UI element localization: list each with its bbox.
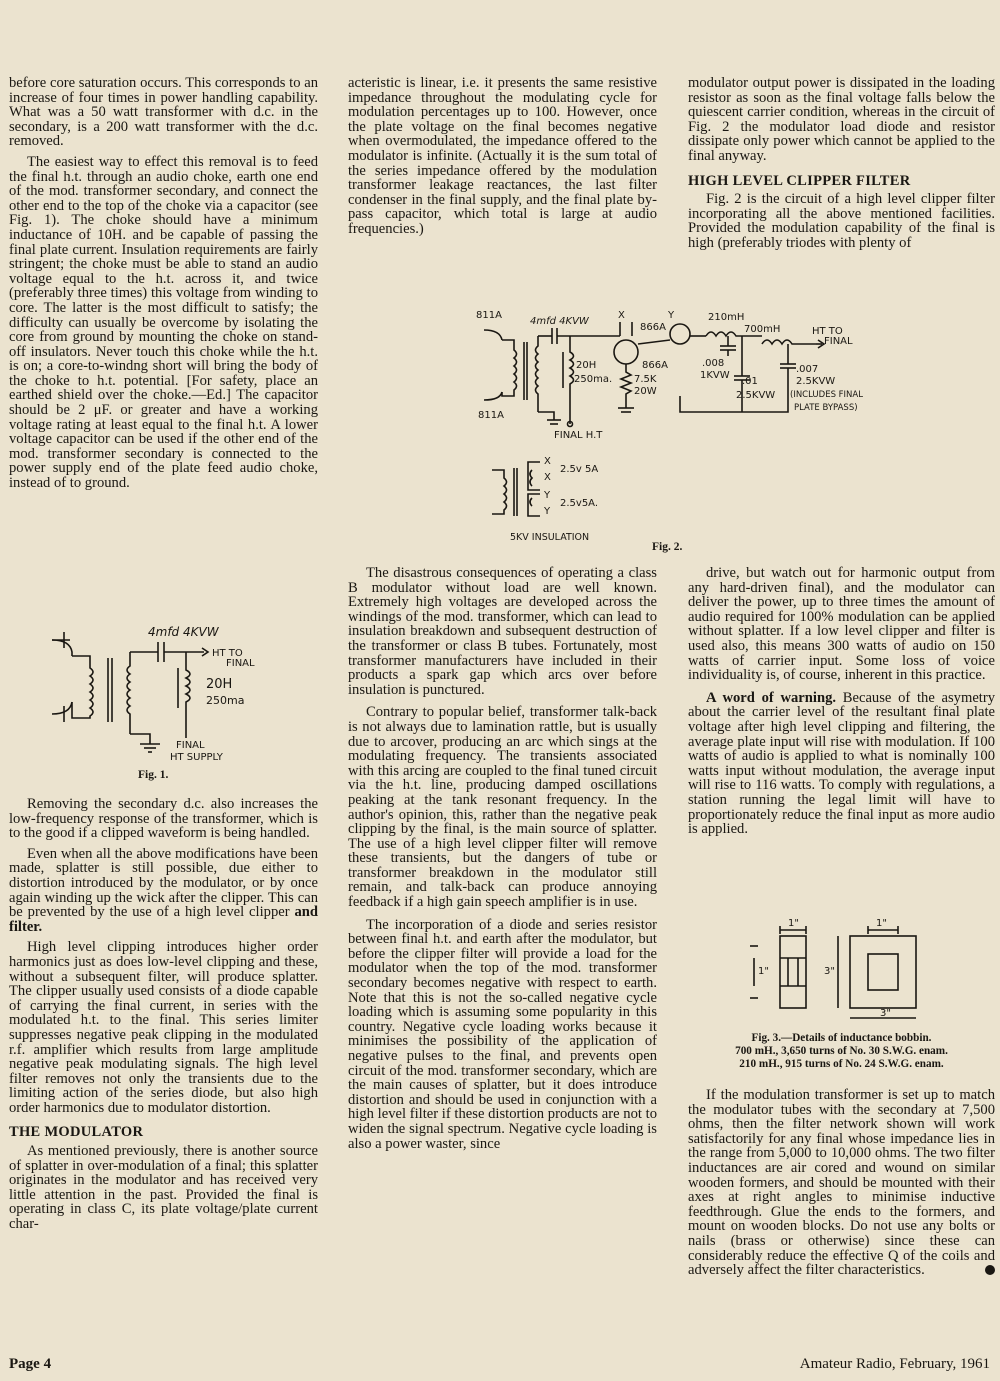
fig2-choke-current: 250ma. [574, 374, 613, 385]
page-number: Page 4 [9, 1356, 52, 1372]
fig2-diode-bottom: 866A [642, 360, 668, 371]
fig2-ht-label: HT TO [812, 326, 843, 337]
fig2-tube-bottom: 811A [478, 410, 504, 421]
paragraph: acteristic is linear, i.e. it presents the same resistive impedance throughout the modulating cycle for modulation percentages up to 100. However, once the plate voltage on the final becomes negative when overmodulated, the impedance offered to the modulator is infinite. (Actually it is the sum total of the series impedance offered by the modulation transformer leakage reactances, the last filter condenser in the final supply, and the final plate by-pass capacitor, which total is large at audio frequencies.) [348, 75, 657, 237]
fig2-c3-voltage: 2.5KVW [736, 390, 776, 401]
fig2-x-top: X [544, 456, 551, 467]
paragraph: The easiest way to effect this removal is to feed the final h.t. through an audio choke, earth one end of the mod. transformer secondary, and connect the other end to the top of the choke via a capacitor (see Fig. 1). The choke should have a minimum inductance of 10H. and be capable of passing the final plate current. Insulation requirements are fairly stringent; the choke must be able to stand an audio voltage equal to the h.t. across it, and twice (preferably three times) this voltage from winding to core. The latter is the most difficult to satisfy; the difficulty can usually be overcome by isolating the core from ground by mounting the choke on stand-off insulators. Never touch this choke while the h.t. is on; a core-to-windng short will bring the body of the choke to h.t. potential. [For safety, place an earthed shield over the choke.—Ed.] The capacitor should be 2 μF. or greater and have a working voltage rating at least equal to the final h.t. A lower voltage capacitor can be used if the other end of the mod. transformer secondary is connected to the power supply end of the plate feed audio choke, instead of to ground. [9, 153, 318, 492]
paragraph: drive, but watch out for harmonic output from any hard-driven final), and the modulator can deliver the power, up to three times the amount of audio required for 100% modulation can be applied without splatter. If a low level clipper and filter is used also, this means 300 watts of audio on 150 watts of carrier input. Some loss of voice individuality is, of course, inherent in this practice. [688, 565, 995, 684]
fig3-width-1: 1" [788, 918, 799, 929]
paragraph: High level clipping introduces higher order harmonics just as does low-level clipping and these, without a subsequent filter, will produce splatter. The clipper usually used consists of a diode capable of carrying the final current, in series with the modulated h.t. to the final. This series limiter suppresses negative peak clipping in the modulated r.f. amplifier which results from large amplitude negative peak modulating signals. The high level filter removes not only the transients due to the limiting action of the series diode, but also high order harmonics due to modulator distortion. [9, 939, 318, 1116]
fig2-c4-value: .007 [796, 364, 819, 375]
fig3-width-2: 1" [876, 918, 887, 929]
fig2-x-label: X [618, 310, 625, 321]
section-heading: HIGH LEVEL CLIPPER FILTER [688, 172, 911, 189]
section-heading: THE MODULATOR [9, 1124, 144, 1141]
fig3-height-3: 3" [824, 966, 835, 977]
fig1-cap-label: 4mfd 4KVW [148, 625, 219, 639]
fig2-diode-top: 866A [640, 322, 666, 333]
paragraph: Removing the secondary d.c. also increases the low-frequency response of the transformer, which is to the good if a clipped waveform is being handled. [9, 796, 318, 842]
fig2-y-bottom: Y [544, 506, 551, 517]
fig1-choke-label: 20H [206, 677, 233, 692]
paragraph: A word of warning. Because of the asymetry about the carrier level of the resultant final plate voltage after high level clipping and filtering, the average plate input will rise with modulation. If 100 watts of audio is applied to what is nominally 100 watts input without modulation, the average input will rise to 116 watts. To comply with regulations, a station running the legal limit will have to proportionately reduce the final input as more audio is applied. [688, 689, 996, 838]
figure-3 [740, 912, 940, 1030]
column-1-top [9, 76, 318, 491]
fig2-tube-top: 811A [476, 310, 502, 321]
paragraph: As mentioned previously, there is another source of splatter in over-modulation of a final; this splatter originates in the modulator and has received very little attention in the past. Provided the final is operating in class C, its plate voltage/plate current char- [9, 1143, 318, 1233]
fig2-c4-voltage: 2.5KVW [796, 376, 836, 387]
column-3-top [688, 76, 995, 251]
fig3-width-3: 3" [880, 1008, 891, 1019]
fig2-fil1-label: 2.5v 5A [560, 464, 599, 475]
figure-1 [30, 622, 300, 792]
fig2-fil2-label: 2.5v5A. [560, 498, 599, 509]
fig2-c4-note-2: PLATE BYPASS) [794, 403, 858, 413]
paragraph: The incorporation of a diode and series resistor between final h.t. and earth after the modulator, but before the clipper filter will provide a load for the modulator when the top of the mod. transformer secondary becomes negative with respect to earth. Note that this is not the so-called negative cycle loading which is assuming some popularity in this country. Negative cycle loading works because it minimises the possibility of the application of negative pulses to the final, and prevents open circuit of the mod. transformer secondary, which are the main causes of splatter, but it does introduce distortion and should be used in conjunction with a high level filter if these distortion products are not to widen the signal spectrum. Negative cycle loading is also a power waster, since [348, 916, 657, 1152]
fig1-supply-label-1: FINAL [176, 740, 205, 751]
paragraph: Even when all the above modifications have been made, splatter is still possible, due either to distortion introduced by the modulator, or by once again winding up the wick after the clipper. This can be prevented by the use of a high level clipper and filter. [9, 845, 318, 935]
fig2-c2-voltage: 1KVW [700, 370, 730, 381]
column-2-bottom [348, 566, 657, 1151]
fig2-c4-note-1: (INCLUDES FINAL [790, 390, 863, 400]
fig1-ht-label: HT TO [212, 648, 243, 659]
fig2-x-bottom: X [544, 472, 551, 483]
paragraph: modulator output power is dissipated in the loading resistor as soon as the final voltage falls below the quiescent carrier condition, whereas in the circuit of Fig. 2 the modulator load diode and resistor dissipate only power which cannot be applied to the final anyway. [688, 75, 995, 164]
paragraph: The disastrous consequences of operating a class B modulator without load are well known. Extremely high voltages are developed across the windings of the mod. transformer, which can lead to insulation breakdown and subsequent destruction of the transformer or class B tubes. Fortunately, most transformer manufacturers have included in their products a spark gap which arcs over before insulation is punctured. [348, 565, 657, 698]
fig2-y-label: Y [668, 310, 675, 321]
fig1-caption: Fig. 1. [138, 769, 169, 781]
fig2-caption: Fig. 2. [652, 541, 683, 553]
figure-2 [470, 300, 910, 556]
fig2-choke-label: 20H [576, 360, 597, 371]
end-mark [985, 1265, 995, 1275]
fig2-ind1-label: 210mH [708, 312, 745, 323]
fig2-final-ht: FINAL H.T [554, 430, 603, 441]
figure-3-caption: Fig. 3.—Details of inductance bobbin. 700 mH., 3,650 turns of No. 30 S.W.G. enam. 210 mH., 915 turns of No. 24 S.W.G. enam. [735, 1032, 948, 1070]
column-3-bottom [688, 1088, 995, 1278]
fig2-res-power: 20W [634, 386, 657, 397]
paragraph: Fig. 2 is the circuit of a high level clipper filter incorporating all the above mentioned facilities. Provided the modulation capability of the final is high (preferably triodes with plenty of [688, 191, 995, 251]
fig1-supply-label-2: HT SUPPLY [170, 752, 223, 763]
fig2-c3-value: .01 [742, 376, 758, 387]
paragraph: before core saturation occurs. This corresponds to an increase of four times in power handling capability. What was a 50 watt transformer with d.c. in the secondary, is a 200 watt transformer with the d.c. removed. [9, 75, 318, 150]
fig1-choke-current: 250ma [206, 694, 245, 707]
column-2-top [348, 76, 657, 237]
fig2-cap1-label: 4mfd 4KVW [530, 316, 589, 327]
publication-line: Amateur Radio, February, 1961 [799, 1356, 990, 1372]
fig2-c2-value: .008 [702, 358, 725, 369]
fig2-ind2-label: 700mH [744, 324, 781, 335]
fig2-final-label: FINAL [824, 336, 853, 347]
column-3-middle [688, 566, 995, 837]
fig1-final-label: FINAL [226, 658, 255, 669]
fig2-res-value: 7.5K [634, 374, 657, 385]
paragraph: If the modulation transformer is set up to match the modulator tubes with the secondary at 7,500 ohms, then the filter network shown will work satisfactorily for any final whose impedance lies in the range from 5,000 to 10,000 ohms. The two filter inductances are air cored and wound on similar wooden formers, and should be mounted with their axes at right angles to minimise inductive feedthrough. Glue the ends to the formers, and mount on wooden blocks. Do not use any bolts or nails (brass or otherwise) since these can considerably reduce the effective Q of the coils and adversely affect the filter characteristics. [688, 1087, 995, 1279]
paragraph: Contrary to popular belief, transformer talk-back is not always due to lamination rattle, but is usually due to arcover, producing an arc which sings at the modulating frequency. The transients associated with this arcing are coupled to the final tuned circuit via the h.t. line, producing damped oscillations peaking at the tank resonant frequency. In the author's opinion, this, rather than the negative peak clipping by the final, is the main source of splatter. The use of a high level clipper filter will remove these transients, but the dangers of tube or transformer breakdown in the modulator still remain, and talk-back can produce annoying feedback if a high gain speech amplifier is in use. [348, 704, 657, 911]
fig2-insulation: 5KV INSULATION [510, 532, 590, 543]
column-1-bottom [9, 797, 318, 1232]
fig3-height-1: 1" [758, 966, 769, 977]
fig2-y-top: Y [544, 490, 551, 501]
